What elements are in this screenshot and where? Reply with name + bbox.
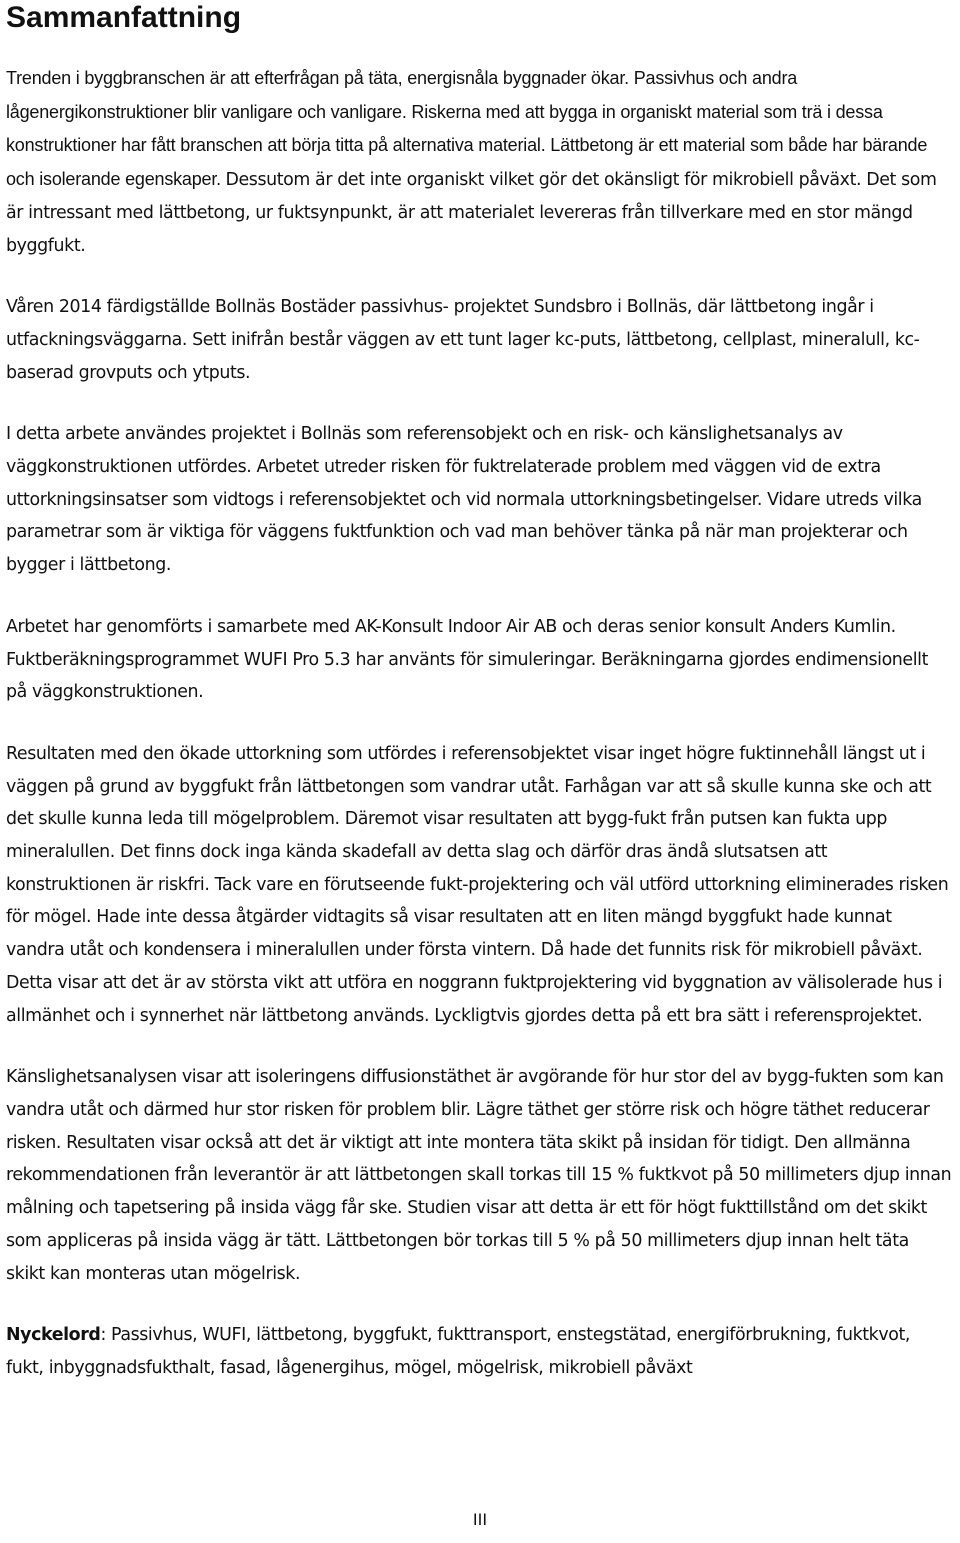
keywords-label: Nyckelord <box>6 1325 101 1346</box>
page-number: III <box>472 1510 488 1529</box>
keywords-text: : Passivhus, WUFI, lättbetong, byggfukt, fukttransport, enstegstätad, energiförbrukning, fuktkvot, fukt, inbyggnadsfukthalt, fasad, lågenergihus, mögel, mögelrisk, mikrobiell påväxt <box>6 1325 911 1378</box>
paragraph-project: Våren 2014 färdigställde Bollnäs Bostäder passivhus- projektet Sundsbro i Bollnäs, där lättbetong ingår i utfackningsväggarna. Sett inifrån består väggen av ett tunt lager kc-puts, lättbetong, cellplast, mineralull, kc-baserad grovputs och ytputs. <box>6 297 920 383</box>
paragraph-method: I detta arbete användes projektet i Bollnäs som referensobjekt och en risk- och känslighetsanalys av väggkonstruktionen utfördes. Arbetet utreder risken för fuktrelaterade problem med väggen vid de extra uttorkningsinsatser som vidtogs i referensobjektet och vid normala uttorkningsbetingelser. Vidare utreds vilka parametrar som är viktiga för väggens fuktfunktion och vad man behöver tänka på när man projekterar och bygger i lättbetong. <box>6 424 922 576</box>
paragraph-results: Resultaten med den ökade uttorkning som utfördes i referensobjektet visar inget högre fuktinnehåll längst ut i väggen på grund av byggfukt från lättbetongen som vandrar utåt. Farhågan var att så skulle kunna ske och att det skulle kunna leda till mögelproblem. Däremot visar resultaten att bygg-fukt från putsen kan fukta upp mineralullen. Det finns dock inga kända skadefall av detta slag och därför dras ändå slutsatsen att konstruktionen är riskfri. Tack vare en förutseende fukt-projektering och väl utförd uttorkning eliminerades risken för mögel. Hade inte dessa åtgärder vidtagits så visar resultaten att en liten mängd byggfukt hade kunnat vandra utåt och kondensera i mineralullen under första vintern. Då hade det funnits risk för mikrobiell påväxt. Detta visar att det är av största vikt att utföra en noggrann fuktprojektering vid byggnation av välisolerade hus i allmänhet och i synnerhet när lättbetong används. Lyckligtvis gjordes detta på ett bra sätt i referensprojektet. <box>6 743 949 1026</box>
page-title: Sammanfattning <box>6 1 242 34</box>
paragraph-intro-part2: Dessutom är det inte organiskt vilket gör det okänsligt för mikrobiell påväxt. Det som är intressant med lättbetong, ur fuktsynpunkt, är att materialet levereras från tillverkare med en stor mängd byggfukt. <box>6 170 937 256</box>
paragraph-intro-part1: Trenden i byggbranschen är att efterfrågan på täta, energisnåla byggnader ökar. Passivhus och andra lågenergikonstruktioner blir vanligare och vanligare. Riskerna med att bygga in organiskt material som trä i dessa konstruktioner har fått branschen att börja titta på alternativa material. Lättbetong är ett material som både har bärande och isolerande egenskaper. <box>6 68 928 190</box>
paragraph-collaboration: Arbetet har genomförts i samarbete med AK-Konsult Indoor Air AB och deras senior konsult Anders Kumlin. Fuktberäkningsprogrammet WUFI Pro 5.3 har använts för simuleringar. Beräkningarna gjordes endimensionellt på väggkonstruktionen. <box>6 616 929 703</box>
paragraph-sensitivity: Känslighetsanalysen visar att isoleringens diffusionstäthet är avgörande för hur stor del av bygg-fukten som kan vandra utåt och därmed hur stor risken för problem blir. Lägre täthet ger större risk och högre täthet reducerar risken. Resultaten visar också att det är viktigt att inte montera täta skikt på insidan för tidigt. Den allmänna rekommendationen från leverantör är att lättbetongen skall torkas till 15 % fuktkvot på 50 millimeters djup innan målning och tapetsering på insida vägg får ske. Studien visar att detta är ett för högt fukttillstånd om det skikt som appliceras på insida vägg är tätt. Lättbetongen bör torkas till 5 % på 50 millimeters djup innan helt täta skikt kan monteras utan mögelrisk. <box>6 1067 952 1284</box>
document-body <box>6 62 952 1414</box>
paragraph-intro <box>6 62 952 262</box>
keywords <box>6 1319 952 1384</box>
